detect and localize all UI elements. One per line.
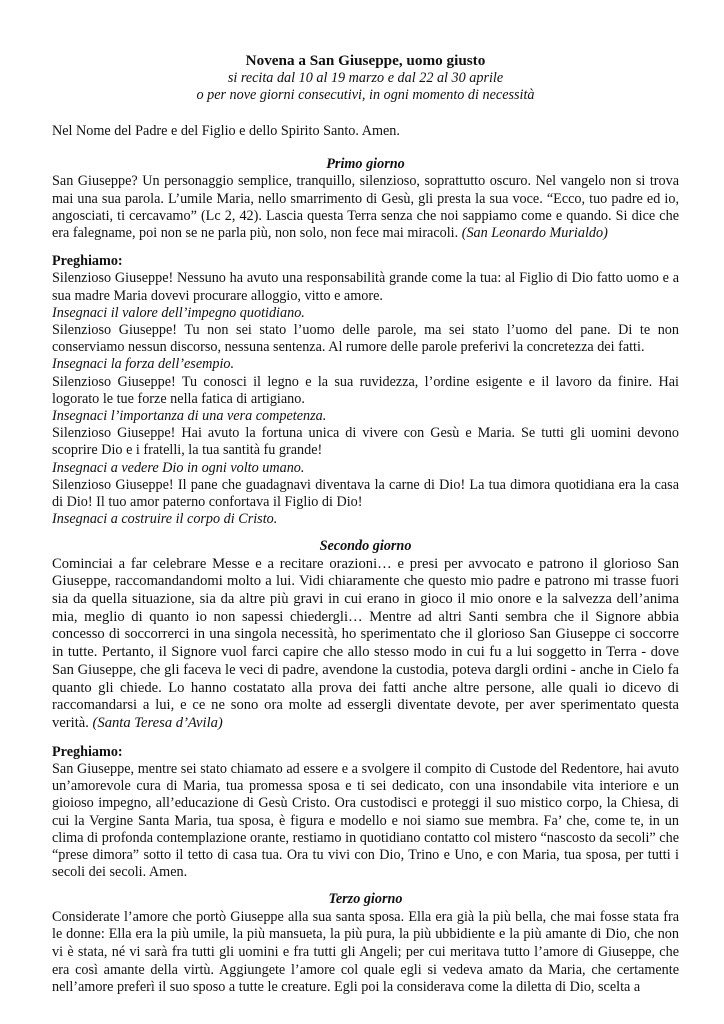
day-2-source: (Santa Teresa d’Avila) xyxy=(92,715,223,731)
invocation-text: Silenzioso Giuseppe! Tu conosci il legno e la sua ruvidezza, l’ordine esigente e il lavoro da finire. Hai logorato le tue forze nella fatica di artigiano. xyxy=(52,373,679,407)
document-header xyxy=(52,52,679,104)
invocation-response: Insegnaci il valore dell’impegno quotidiano. xyxy=(52,304,305,321)
day-1-body: San Giuseppe? Un personaggio semplice, tranquillo, silenzioso, soprattutto oscuro. Nel vangelo non si trova mai una sua parola. L’umile Maria, nello smarrimento di Gesù, gli presta la sua voce. “Ecco, tuo padre ed io, angosciati, ti cercavamo” (Lc 2, 42). Lascia questa Terra senza che noi sappiamo come e quando. Si dice che era falegname, poi non se ne parla più, non solo, non fece mai miracoli. xyxy=(52,173,679,242)
invocation-text: Silenzioso Giuseppe! Hai avuto la fortuna unica di vivere con Gesù e Maria. Se tutti gli uomini devono scoprire Dio e i fratelli, la tua santità fu grande! xyxy=(52,425,679,459)
day-2-section xyxy=(52,538,679,732)
day-3-text: Considerate l’amore che portò Giuseppe alla sua santa sposa. Ella era già la più bella, che mai fosse stata fra le donne: Ella era la più umile, la più mansueta, la più pura, la più ubbidiente e la più amante di Dio, che non vi è stata, né vi sarà fra tutti gli uomini e fra tutti gli Angeli; per cui meritava tutto l’amore di Giuseppe, che era così amante della virtù. Aggiungete l’amore col quale egli si vedeva amato da Maria, che certamente nell’amore preferì il suo sposo a tutte le creature. Egli poi la considerava come la diletta di Dio, scelta a xyxy=(52,908,679,996)
day-2-prayer xyxy=(52,744,679,882)
day-2-prayer-heading: Preghiamo: xyxy=(52,743,123,760)
day-2-text xyxy=(52,556,679,733)
opening-invocation: Nel Nome del Padre e del Figlio e dello Spirito Santo. Amen. xyxy=(52,123,400,139)
day-2-title: Secondo giorno xyxy=(319,538,412,555)
invocation-text: Silenzioso Giuseppe! Tu non sei stato l’uomo delle parole, ma sei stato l’uomo del pane. Di te non conserviamo nessun discorso, nessuna sentenza. Al rumore delle parole preferivi la concretezza dei fatti. xyxy=(52,322,679,356)
day-2-prayer-text: San Giuseppe, mentre sei stato chiamato ad essere e a svolgere il compito di Custode del Redentore, hai avuto un’amorevole cura di Maria, tua promessa sposa e ti sei dedicato, con una insondabile vita interiore e un gioioso impegno, all’educazione di Gesù Cristo. Ora custodisci e proteggi il suo mistico corpo, la Chiesa, di cui la Vergine Santa Maria, tua sposa, è figura e modello e noi siamo sue membra. Fa’ che, come te, in un clima di profonda contemplazione orante, restiamo in quotidiano contatto col mistero “nascosto da secoli” che “prese dimora” sotto il tetto di casa tua. Ora tu vivi con Dio, Trino e Uno, e con Maria, tua sposa, per tutti i secoli dei secoli. Amen. xyxy=(52,760,679,881)
invocation-text: Silenzioso Giuseppe! Nessuno ha avuto una responsabilità grande come la tua: al Figlio di Dio fatto uomo e a sua madre Maria dovevi procurare alloggio, vitto e amore. xyxy=(52,270,679,304)
day-1-section xyxy=(52,156,679,242)
day-1-prayer-heading: Preghiamo: xyxy=(52,253,123,270)
day-1-prayer xyxy=(52,253,679,528)
invocation-response: Insegnaci la forza dell’esempio. xyxy=(52,356,235,373)
day-1-title: Primo giorno xyxy=(326,156,405,173)
document-title: Novena a San Giuseppe, uomo giusto xyxy=(245,52,486,69)
invocation-text: Silenzioso Giuseppe! Il pane che guadagnavi diventava la carne di Dio! La tua dimora quotidiana era la casa di Dio! Il tuo amor paterno confortava il Figlio di Dio! xyxy=(52,476,679,511)
day-1-text xyxy=(52,173,679,242)
document-subtitle-dates: si recita dal 10 al 19 marzo e dal 22 al 30 aprile xyxy=(227,70,504,86)
day-2-body: Cominciai a far celebrare Messe e a recitare orazioni… e presi per avvocato e patrono il glorioso San Giuseppe, raccomandandomi molto a lui. Vidi chiaramente che questo mio padre e patrono mi trasse fuori sia da quella situazione, sia da altre più gravi in cui erano in gioco il mio onore e la salvezza dell’anima mia, meglio di quanto io non sapessi chiedergli… Mentre ad altri Santi sembra che il Signore abbia concesso di soccorrerci in una singola necessità, ho sperimentato che il glorioso San Giuseppe ci soccorre in tutte. Pertanto, il Signore vuol farci capire che allo stesso modo in cui fu a lui soggetto in Terra - dove San Giuseppe, che gli faceva le veci di padre, avendone la custodia, poteva dargli ordini - anche in Cielo fa quanto gli chiede. Lo hanno costatato alla prova dei fatti anche altre persone, alle quali io dicevo di raccomandarsi a lui, e ce ne sono ora molte ad essergli diventate devote, per aver sperimentato questa verità. xyxy=(52,555,679,731)
day-3-section xyxy=(52,891,679,997)
day-1-source: (San Leonardo Murialdo) xyxy=(461,225,608,242)
invocation-response: Insegnaci l’importanza di una vera competenza. xyxy=(52,408,327,425)
document-subtitle-note: o per nove giorni consecutivi, in ogni momento di necessità xyxy=(196,87,535,103)
invocation-response: Insegnaci a vedere Dio in ogni volto umano. xyxy=(52,459,305,476)
day-3-title: Terzo giorno xyxy=(328,891,403,908)
invocation-response: Insegnaci a costruire il corpo di Cristo. xyxy=(52,511,278,528)
